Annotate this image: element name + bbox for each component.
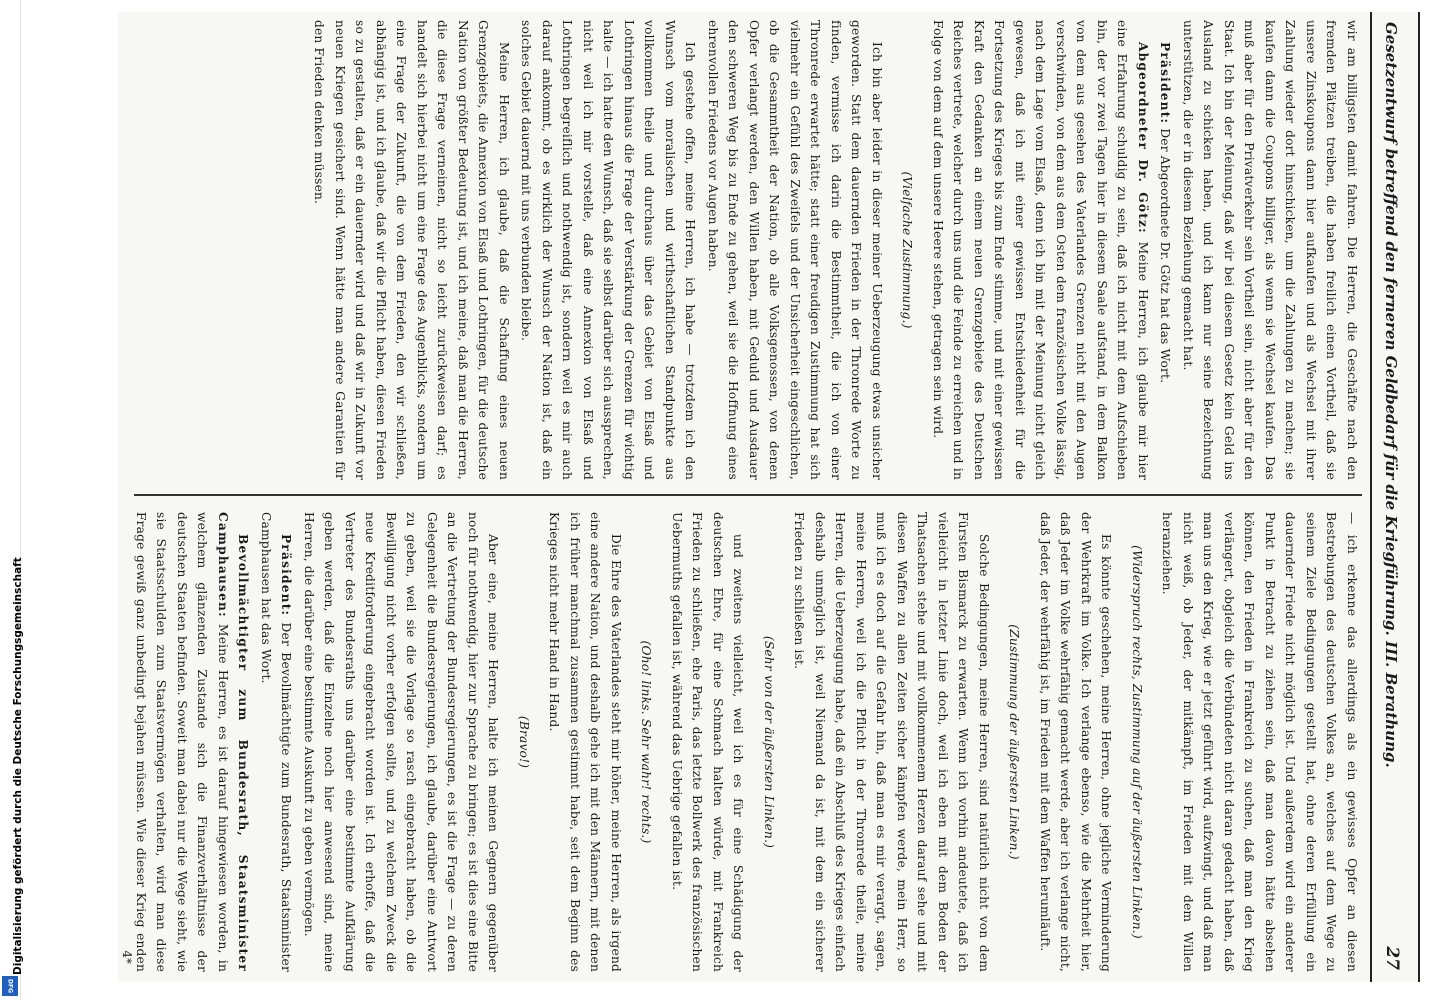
speaker-name: Abgeordneter Dr. Götz: [1136,42,1150,234]
paragraph [309,20,514,480]
digitization-banner [0,0,24,1000]
paragraph-text: (Bravo!) [517,715,531,769]
paragraph [299,512,504,972]
running-head-title: Gesetzentwurf betreffend den ferneren Geldbedarf für die Kriegführung. III. Berathung. [1382,22,1400,768]
paragraph [1035,512,1117,972]
paragraph [789,512,994,972]
paragraph [928,20,1154,480]
stage-direction [1004,512,1025,972]
stage-direction [514,512,535,972]
digitization-note: Digitalisierung gefördert durch die Deutsche Forschungsgemeinschaft [12,557,24,975]
running-head [1370,12,1412,982]
paragraph-text: Der Bevollmächtigte zum Bundesrath, Staatsminister Camphausen hat das Wort. [259,512,294,972]
paragraph [516,20,701,480]
stage-direction [636,512,657,972]
text-columns [134,12,1362,982]
paragraph-text: Meine Herren, es ist darauf hingewiesen worden, in welchem glänzenden Zustande sich die Finanzverhältnisse der deutschen Staaten befinden. Soweit man dabei nur die Wege sieht, wie sie Staatsschulden zum Staatsvermögen verhalten, wird man diese Frage gewiß ganz unbedingt bejahen müssen. Wie dieser Krieg enden [134,512,230,972]
left-column [134,20,1362,480]
stage-direction [897,20,918,480]
paragraph [1178,20,1363,480]
paragraph [256,512,297,972]
paragraph [134,512,254,972]
paragraph-text: (Vielfache Zustimmung.) [900,171,915,329]
signature-mark: 4* [120,950,134,964]
paragraph-text: Meine Herren, ich glaube mir hier eine Erfahrung schuldig zu sein, daß ich nicht mit dem Aufschieben bin, der vor zwei Tagen hier in diesem Saale aufstand, in dem Balkon von dem aus gesehen des Vaterlandes Grenzen nicht mit den Augen verschwinden, von dem aus dem Osten dem französischen Volke lässig, nach dem Lage vom Elsaß, denn ich bin mit der Meinung nicht gleich gewesen, daß ich mit einer gewissen Entschiedenheit für die Fortsetzung des Krieges bis zum Ende stimme, und mit einer gewissen Kraft den Gedanken an einem neuen Grenzgebiete des Deutschen Reiches vertrete, welcher durch uns und die Feinde zu erreichen und in Folge von dem auf dem unsere Heere stehen, getragen sein wird. [931,20,1150,480]
stage-direction [1127,512,1148,972]
paragraph-text: Solche Bedingungen, meine Herren, sind natürlich nicht von dem Fürsten Bismarck zu erwarten. Wenn ich vorhin andeutete, daß ich vielleicht in letzter Linie doch, weil ich eben mit dem Boden der Thatsachen stehe und mit vollkommenem Herzen darauf sehe und mit diesen Waffen zu allen Zeiten sicher kämpfen werde, mein Herr, so muß ich es doch auf die Gefahr hin, daß man es mir verargt, sagen, meine Herren, weil ich die Pflicht in der Thronrede theile, meine Herren, die Ueberzeugung habe, daß ein Abschluß des Krieges einfach deshalb unmöglich ist, weil Niemand da ist, mit dem ein sicherer Frieden zu schließen ist. [792,512,991,972]
paragraph-text: (Sehr von der äußersten Linken.) [762,635,776,849]
speaker-name: Präsident: [1158,42,1173,125]
column-rule [134,494,1362,496]
paragraph-text: und zweitens vielleicht, weil ich es für eine Schädigung der deutschen Ehre, für eine Schmach halten würde, mit Frankreich Frieden zu schließen, ehe Paris, das letzte Bollwerk des französischen Uebermuths gefallen ist, während das Uebrige gefallen ist. [670,512,746,972]
paragraph [544,512,626,972]
paragraph-text: (Oho! links. Sehr wahr! rechts.) [639,640,654,844]
paragraph-text: Die Ehre des Vaterlandes steht mir höher, meine Herren, als irgend eine andere Nation, und deshalb gehe ich mit den Männern, mit denen ich früher manchmal zusammen gestimmt habe, seit dem Beginn des Krieges nicht mehr Hand in Hand. [547,512,623,972]
paragraph [703,20,888,480]
speaker-name: Bevollmächtigter zum Bundesrath, Staatsminister Camphausen: [216,512,251,972]
paragraph [667,512,749,972]
right-column [134,512,1362,972]
paragraph-text: wir am billigsten damit fahren. Die Herren, die Geschäfte nach den fremden Plätzen treiben, die haben freilich einen Vortheil, daß sie unsere Zinskoupons dann hier aufkaufen und als Wechsel mit ihrer Zahlung wieder dort hinschicken, um die Zahlungen zu machen; sie kaufen dann die Coupons billiger, als wenn sie Wechsel kaufen. Das muß aber für den Privatverkehr sein Vortheil sein, nicht aber für den Staat. Ich bin der Meinung, daß wir bei diesem Gesetz kein Geld ins Ausland zu schicken haben, und ich kann nur seine Bezeichnung unterstützen, die er in diesem Beziehung gemacht hat. [1181,20,1359,480]
paragraph-text: Ich gestehe offen, meine Herren, ich habe — trotzdem ich den Wunsch vom moralischen und wirthschaftlichen Standpunkte aus vollkommen theile und durchaus über das Gebiet von Elsaß und Lothringen hinaus die Frage der Verstärkung der Grenzen für wichtig halte — ich hatte den Wunsch, daß sie selbst darüber sich aussprechen, nicht weil ich mir vorstelle, daß eine Annexion von Elsaß und Lothringen begreiflich und nothwendig ist, sondern weil es mir auch darauf ankommt, ob es wirklich der Wunsch der Nation ist, daß ein solches Gebiet dauernd mit uns verbunden bleibe. [519,20,698,480]
paragraph-text: (Zustimmung der äußersten Linken.) [1007,624,1022,860]
dfg-logo-icon: DFG [2,976,18,996]
scanned-page [118,12,1420,982]
paragraph-text: Ich bin aber leider in dieser meiner Ueberzeugung etwas unsicher geworden. Statt dem dauernden Frieden in der Thronrede Worte zu finden, vermisse ich darin die Bestimmtheit, die ich von einer Thronrede erwartet hätte; statt einer freudigen Zustimmung hat sich vielmehr ein Gefühl des Zweifels und der Unsicherheit eingeschlichen, ob die Gesammtheit der Nation, ob alle Volksgenossen, von denen Opfer verlangt werden, den Willen haben, mit Geduld und Ausdauer den schweren Weg bis zu Ende zu gehen, weil sie die Hoffnung eines ehrenvollen Friedens vor Augen haben. [706,20,884,480]
paragraph-text: Meine Herren, ich glaube, daß die Schaffung eines neuen Grenzgebiets, die Annexion von Elsaß und Lothringen, für die deutsche Nation von größter Bedeutung ist, und ich meine, daß man die Herren, die diese Frage verneinen, nicht so leicht zurückweisen darf; es handelt sich hierbei nicht um eine Frage des Augenblicks, sondern um eine Frage der Zukunft, die von dem Frieden, den wir schließen, abhängig ist, und ich glaube, daß wir die Pflicht haben, diesen Frieden so zu gestalten, daß er ein dauernder wird und daß wir in Zukunft vor neuen Kriegen gesichert sind. Wenn hätte man andere Garantien für den Frieden denken müssen. [312,20,511,480]
paragraph-text: — ich erkenne das allerdings als ein gewisses Opfer an diesen Bestrebungen des deutschen Volkes an, welches auf dem Wege zu seinem Ziele Bedingungen gestellt hat, ohne deren Erfüllung ein dauernder Friede nicht möglich ist. Und außerdem wird ein anderer Punkt in Betracht zu ziehen sein, daß man davon hätte absehen können, den Frieden in Frankreich zu suchen, daß man den Krieg verlängert, obgleich die Verbündeten nicht daran gedacht haben, daß man uns den Krieg, wie er jetzt geführt wird, aufzwingt, und daß man nicht weiß, ob Jeder, der mitkämpft, im Frieden mit dem Willen heranziehen. [1160,512,1359,972]
paragraph-text: (Widerspruch rechts, Zustimmung auf der äußersten Linken.) [1130,545,1144,939]
paragraph-text: Aber eine, meine Herren, halte ich meinen Gegnern gegenüber noch für nothwendig, hier zur Sprache zu bringen; es ist dies eine Bitte an die Vertretung der Bundesregierungen, es ist die Frage — zu deren Gelegenheit die Bundesregierungen, ich glaube, darüber eine Antwort zu geben, weil sie die Vorlage so rasch eingebracht haben, ob die Bewilligung nicht vorher erfolgen sollte, und zu welchem Zweck die neue Kreditforderung eingebracht worden ist. Ich erhoffe, daß die Vertreter des Bundesraths uns darüber eine bestimmte Aufklärung geben werden, daß die Einzelne noch hier anwesend sind, meine Herren, die darüber eine bestimmte Auskunft zu geben vermögen. [302,512,501,972]
paragraph [1155,20,1176,480]
stage-direction [759,512,780,972]
paragraph [1157,512,1362,972]
paragraph-text: Der Abgeordnete Dr. Götz hat das Wort. [1158,124,1173,384]
paragraph-text: Es könnte geschehen, meine Herren, ohne jegliche Verminderung der Wehrkraft im Volke. Ich verlange ebenso, wie die Mehrheit hier, daß Jeder im Volke wehrfähig gemacht werde, aber ich verlange nicht, daß Jeder, der wehrfähig ist, im Frieden mit dem Waffen herumläuft. [1038,512,1114,972]
page-number: 27 [1382,946,1402,970]
speaker-name: Präsident: [279,534,294,617]
